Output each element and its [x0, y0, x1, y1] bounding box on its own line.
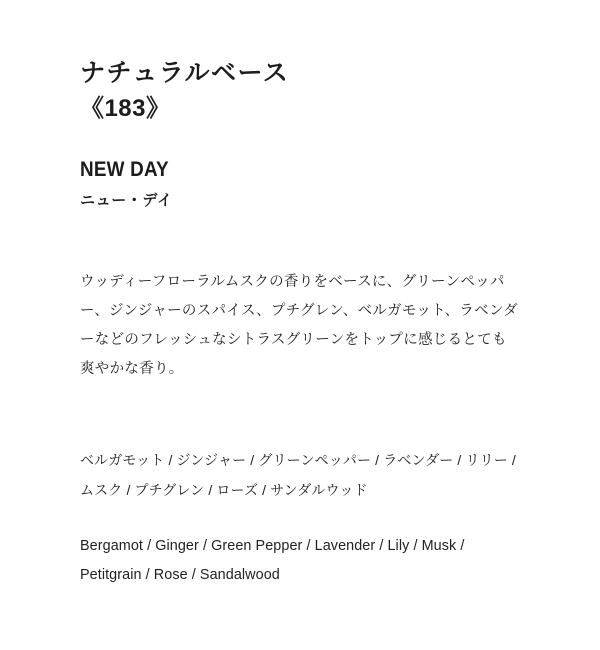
- fragrance-notes-japanese: ベルガモット / ジンジャー / グリーンペッパー / ラベンダー / リリー / ムスク / プチグレン / ローズ / サンダルウッド: [80, 452, 516, 498]
- fragrance-notes-english: Bergamot / Ginger / Green Pepper / Lavender / Lily / Musk / Petitgrain / Rose / Sandalwood: [80, 536, 465, 584]
- product-name-en: NEW DAY: [80, 158, 169, 182]
- category-title: ナチュラルベース: [80, 59, 290, 87]
- product-name-ja: ニュー・デイ: [80, 191, 173, 209]
- category-number: 《183》: [80, 95, 171, 123]
- product-description: ウッディーフローラルムスクの香りをベースに、グリーンペッパー、ジンジャーのスパイス、プチグレン、ベルガモット、ラベンダーなどのフレッシュなシトラスグリーンをトップに感じるとても爽やかな香り。: [80, 274, 518, 378]
